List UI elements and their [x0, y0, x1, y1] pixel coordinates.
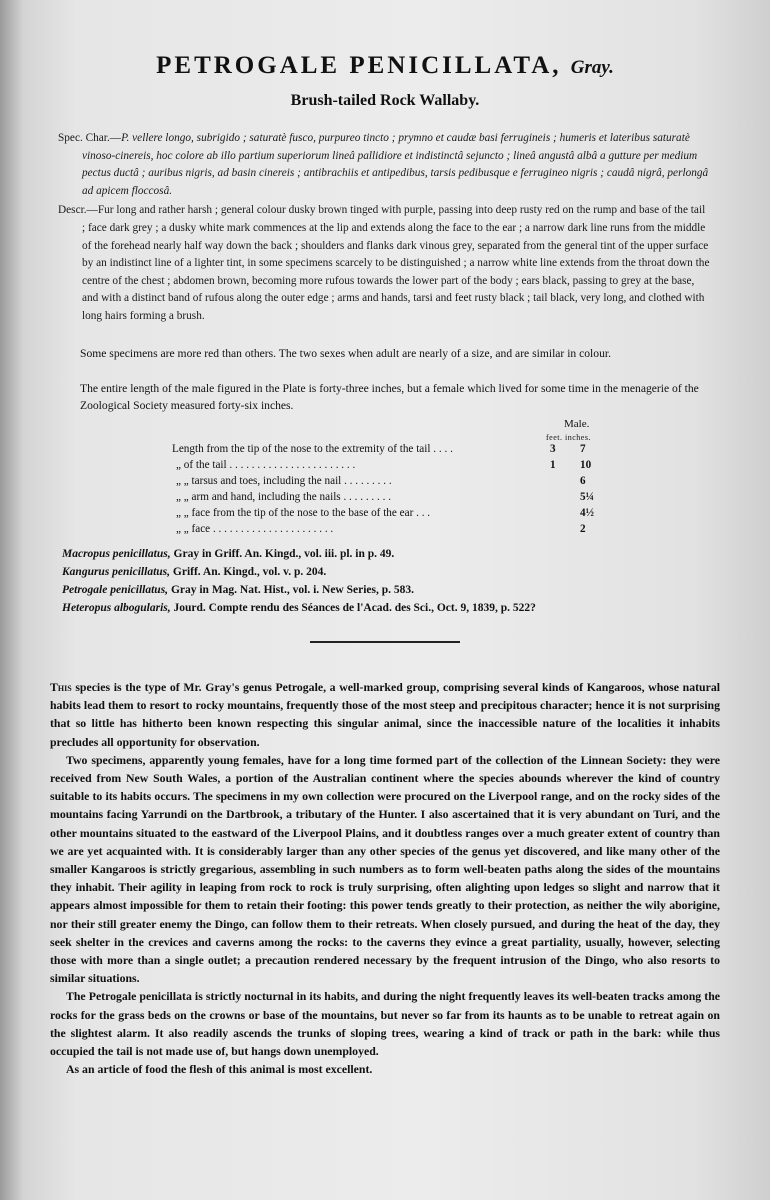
note-colour: Some specimens are more red than others. The two sexes when adult are nearly of a size, and are similar in colour. [80, 347, 611, 360]
body-paragraph: As an article of food the flesh of this animal is most excellent. [66, 1062, 373, 1077]
body-paragraph-text: species is the type of Mr. Gray's genus Petrogale, a well-marked group, comprising several kinds of Kangaroos, whose natural habits lead them to resort to rocky mountains, frequently those of the most steep and precipitous character; hence it is not surprising that so little has hitherto been known respecting this singular animal, since the inaccessible nature of the localities it inhabits precludes all opportunity for observation. [50, 680, 720, 749]
description-block [58, 130, 710, 326]
species-name: PETROGALE PENICILLATA, [156, 52, 562, 79]
synonym-entry [62, 563, 722, 581]
row-label: „ „ arm and hand, including the nails . . . . . . . . . [176, 491, 391, 503]
descr-text: Fur long and rather harsh ; general colour dusky brown tinged with purple, passing into deep rusty red on the rump and base of the tail ; face dark grey ; a dusky white mark commences at the lip and extends along the face to the ear ; a narrow dark line runs from the middle of the forehead nearly half way down the back ; shoulders and flanks dark vinous grey, separated from the general tint of the upper surface by an indistinct line of a lighter tint, in some specimens scarcely to be distinguished ; a narrow white line extends from the throat down the centre of the chest ; abdomen brown, becoming more rufous towards the lower part of the body ; ears black, passing to grey at the base, and with a distinct band of rufous along the outer edge ; arms and hands, tarsi and feet rusty black ; tail black, very long, and clothed with long hairs forming a brush. [82, 204, 710, 322]
row-feet: 3 [550, 443, 556, 455]
body-paragraph [50, 678, 720, 751]
note-length: The entire length of the male figured in the Plate is forty-three inches, but a female which lived for some time in the menagerie of the Zoological Society measured forty-six inches. [80, 382, 699, 412]
table-row [172, 491, 622, 508]
table-row [172, 459, 622, 476]
spec-char [58, 130, 710, 200]
synonym-ref: Jourd. Compte rendu des Séances de l'Acad. des Sci., Oct. 9, 1839, p. 522? [173, 602, 536, 614]
body-text [50, 678, 720, 1078]
descr [58, 202, 710, 325]
table-row [172, 523, 622, 540]
row-inches: 6 [580, 475, 586, 487]
row-inches: 5¼ [580, 491, 594, 503]
table-row [172, 475, 622, 492]
table-row [172, 507, 622, 524]
drop-word: This [50, 680, 72, 694]
synonym-entry [62, 545, 722, 563]
measurements-units: feet. inches. [546, 433, 591, 442]
authority: Gray. [570, 57, 614, 78]
descr-label: Descr.— [58, 204, 98, 217]
row-label: Length from the tip of the nose to the extremity of the tail . . . . [172, 443, 453, 455]
row-feet: 1 [550, 459, 556, 471]
table-row [172, 443, 622, 460]
synonym-name: Kangurus penicillatus, [62, 566, 171, 578]
synonym-entry [62, 599, 722, 617]
row-inches: 2 [580, 523, 586, 535]
row-inches: 10 [580, 459, 592, 471]
synonym-name: Heteropus albogularis, [62, 602, 171, 614]
row-label: „ „ face from the tip of the nose to the base of the ear . . . [176, 507, 431, 519]
synonymy-list [62, 545, 722, 617]
spec-char-text: P. vellere longo, subrigido ; saturatè fusco, purpureo tincto ; prymno et caudæ basi ferrugineis ; humeris et lateribus saturatè vinoso-cinereis, hoc colore ab illo partium superiorum lineâ pallidiore et indistinctâ sejuncto ; lineâ angustâ albâ a gutture per medium pectus ductâ ; auribus nigris, ad basin cinereis ; antibrachiis et antipedibus, tarsis pedibusque e ferrugineo nigris ; caudâ nigrâ, perlongâ ad apicem floccosâ. [82, 132, 709, 197]
common-name: Brush-tailed Rock Wallaby. [290, 92, 480, 109]
row-inches: 4½ [580, 507, 594, 519]
section-divider [310, 641, 460, 643]
row-label: „ „ face . . . . . . . . . . . . . . . . . . . . . . [176, 523, 334, 535]
row-label: „ of the tail . . . . . . . . . . . . . . . . . . . . . . . [176, 459, 356, 471]
synonym-entry [62, 581, 722, 599]
body-paragraph: The Petrogale penicillata is strictly nocturnal in its habits, and during the night frequently leaves its well-beaten tracks among the rocks for the grass beds on the crowns or base of the mountains, but never so far from its haunts as to be unable to retreat again on the slightest alarm. It also readily ascends the trunks of sloping trees, wearing a kind of track or path in the bark: while thus occupied the tail is not made use of, but hangs down unemployed. [50, 989, 720, 1059]
synonym-ref: Gray in Mag. Nat. Hist., vol. i. New Series, p. 583. [170, 584, 415, 596]
synonym-ref: Griff. An. Kingd., vol. v. p. 204. [172, 566, 327, 578]
synonym-name: Petrogale penicillatus, [62, 584, 169, 596]
row-inches: 7 [580, 443, 586, 455]
page-title [0, 52, 770, 80]
row-label: „ „ tarsus and toes, including the nail . . . . . . . . . [176, 475, 392, 487]
measurements-header: Male. [564, 418, 590, 430]
synonym-ref: Gray in Griff. An. Kingd., vol. iii. pl. in p. 49. [173, 548, 395, 560]
spec-char-label: Spec. Char.— [58, 132, 122, 144]
body-paragraph: Two specimens, apparently young females, have for a long time formed part of the collection of the Linnean Society: they were received from New South Wales, a portion of the Australian continent where the species abounds wherever the kind of country suitable to its habits occurs. The specimens in my own collection were procured on the Liverpool range, and on the rocky sides of the mountains facing Yarrundi on the Dartbrook, a tributary of the Hunter. I also ascertained that it is very abundant on Turi, and the other mountains situated to the eastward of the Liverpool Plains, and it doubtless ranges over a much greater extent of country than we are yet acquainted with. It is considerably larger than any other species of the genus yet discovered, and like many other of the smaller Kangaroos is strictly gregarious, assembling in such numbers as to form well-beaten paths along the sides of the mountains they inhabit. Their agility in leaping from rock to rock is truly surprising, often alighting upon ledges so slight and narrow that it appears almost impossible for them to retain their footing: this power tends greatly to their protection, as neither the wily aborigine, nor their still greater enemy the Dingo, can follow them to their retreats. When closely pursued, and during the heat of the day, they seek shelter in the crevices and caverns among the rocks: to the caverns they evince a great partiality, usually, however, selecting those with more than a single outlet; a precaution rendered necessary by the frequent intrusion of the Dingo, who also resorts to similar situations. [50, 752, 720, 986]
synonym-name: Macropus penicillatus, [62, 548, 171, 560]
